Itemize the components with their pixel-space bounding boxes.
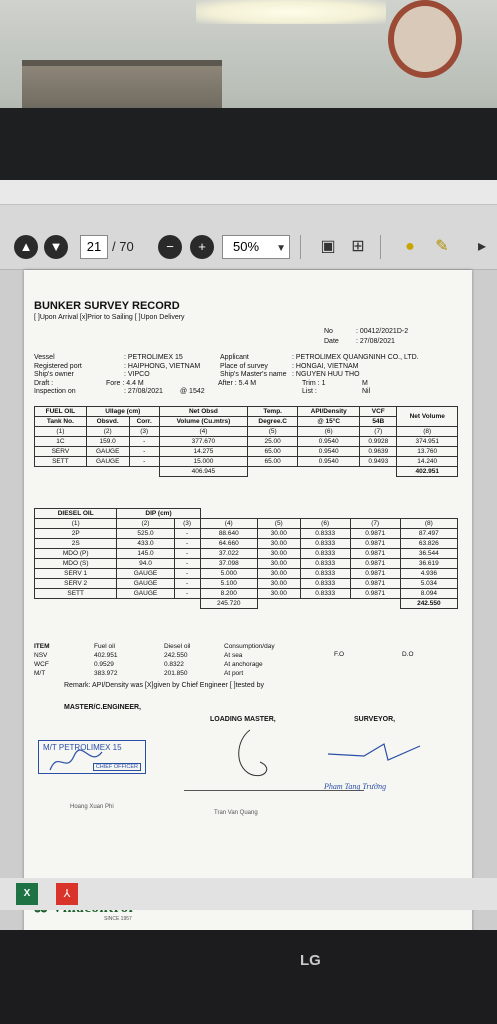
table-cell: 14.275 [159, 447, 247, 457]
zoom-out-icon[interactable]: − [158, 235, 182, 259]
table-cell: GAUGE [117, 589, 174, 599]
trim-unit: M [362, 379, 368, 387]
remark-line: Remark: API/Density was [X]given by Chief Engineer [ ]tested by [64, 682, 264, 689]
applicant-info [220, 354, 419, 397]
table-cell: (3) [174, 519, 200, 529]
table-header: Obsvd. [86, 417, 129, 427]
master-name: Hoang Xuan Phi [70, 804, 114, 810]
table-cell: - [174, 589, 200, 599]
table-cell: 0.8333 [300, 549, 350, 559]
table-cell: 0.9639 [360, 447, 397, 457]
table-cell: 64.660 [200, 539, 257, 549]
summary-block [34, 642, 458, 682]
trim-value: Trim : 1 [302, 379, 326, 387]
table-cell: 13.760 [397, 447, 458, 457]
table-column-number-row [35, 427, 458, 437]
registered-port-label: Registered port [34, 362, 82, 370]
table-cell: (6) [300, 519, 350, 529]
table-cell: 0.9928 [360, 437, 397, 447]
table-cell: 525.0 [117, 529, 174, 539]
diesel-oil-table [34, 508, 458, 609]
table-cell: 0.9871 [350, 529, 400, 539]
record-number-label: No [324, 328, 333, 335]
list-label: List : [302, 388, 317, 395]
diesel-total-net: 242.550 [400, 599, 457, 609]
table-cell: 30.00 [257, 569, 300, 579]
table-cell: 87.497 [400, 529, 457, 539]
table-total-row [35, 467, 458, 477]
table-cell: SETT [35, 589, 117, 599]
table-cell: 30.00 [257, 559, 300, 569]
table-header: Volume (Cu.mtrs) [159, 417, 247, 427]
loading-master-signature [220, 726, 290, 786]
table-row [35, 447, 458, 457]
table-cell: 15.000 [159, 457, 247, 467]
table-cell: 0.8333 [300, 579, 350, 589]
sidebar-toggle-icon[interactable]: ▸ [477, 238, 487, 255]
table-cell: (8) [397, 427, 458, 437]
table-cell: 0.8333 [300, 569, 350, 579]
table-cell: 30.00 [257, 549, 300, 559]
table-cell: 8.200 [200, 589, 257, 599]
toolbar-divider [300, 235, 301, 259]
table-cell: 0.8333 [300, 559, 350, 569]
ceiling-light [196, 0, 386, 24]
table-cell: 30.00 [257, 589, 300, 599]
draft-after-value: After : 5.4 M [218, 379, 257, 387]
draft-label: Draft : [34, 379, 54, 387]
table-cell: MDO (P) [35, 549, 117, 559]
table-cell: - [129, 437, 159, 447]
table-cell: 374.951 [397, 437, 458, 447]
inspection-time: @ 1542 [180, 388, 205, 395]
surveyor-signature [324, 736, 424, 766]
table-cell: 37.098 [200, 559, 257, 569]
vessel-label: Vessel [34, 354, 55, 361]
summary-value: 402.951 [94, 652, 118, 659]
master-name-value: : NGUYEN HUU THO [292, 371, 360, 378]
table-row [35, 579, 458, 589]
summary-value: 383.972 [94, 670, 118, 677]
highlight-icon[interactable]: ✎ [435, 238, 449, 255]
table-cell: 36.544 [400, 549, 457, 559]
toolbar-divider [380, 235, 381, 259]
pdf-icon[interactable]: ⅄ [56, 883, 78, 905]
table-header: Corr. [129, 417, 159, 427]
table-cell: 0.9540 [298, 457, 360, 467]
place-value: : HONGAI, VIETNAM [292, 362, 359, 370]
applicant-value: : PETROLIMEX QUANGNINH CO., LTD. [292, 354, 419, 361]
table-cell: 0.8333 [300, 589, 350, 599]
monitor-screen [0, 180, 497, 930]
table-header: Net Obsd [159, 407, 247, 417]
table-cell: 0.9540 [298, 437, 360, 447]
ship-owner-label: Ship's owner [34, 371, 74, 378]
stamp-text: M/T PETROLIMEX 15 [43, 743, 122, 752]
table-cell: - [174, 579, 200, 589]
summary-value: 0.9529 [94, 661, 114, 668]
record-date [324, 338, 395, 345]
summary-fuel-column [94, 642, 118, 678]
table-cell: 0.9871 [350, 579, 400, 589]
table-header: Degree.C [247, 417, 297, 427]
arrow-up-icon[interactable]: ▲ [14, 235, 38, 259]
summary-diesel-column [164, 642, 190, 678]
brand-since: SINCE 1957 [104, 916, 132, 922]
table-header: @ 15°C [298, 417, 360, 427]
summary-value: 201.850 [164, 670, 188, 677]
draft-fore-value: Fore : 4.4 M [106, 379, 144, 387]
table-cell: - [174, 559, 200, 569]
table-cell: (4) [200, 519, 257, 529]
summary-value: At port [224, 670, 244, 677]
table-cell: GAUGE [117, 569, 174, 579]
excel-icon[interactable]: X [16, 883, 38, 905]
monitor-bezel-top [0, 108, 497, 180]
inspection-value: : 27/08/2021 [124, 388, 163, 395]
fuel-oil-table [34, 406, 458, 477]
fo-label: F.O [334, 651, 345, 658]
table-cell: - [129, 447, 159, 457]
do-label: D.O [402, 651, 414, 658]
table-row [35, 539, 458, 549]
table-cell: 0.9871 [350, 569, 400, 579]
table-row [35, 457, 458, 467]
master-signature [46, 744, 106, 778]
room-window [22, 60, 222, 110]
table-row [35, 437, 458, 447]
table-header: VCF [360, 407, 397, 417]
record-date-value: : 27/08/2021 [355, 338, 395, 345]
table-cell: 30.00 [257, 539, 300, 549]
table-cell: SERV 2 [35, 579, 117, 589]
record-number-value: : 00412/2021D-2 [355, 328, 409, 335]
comment-icon[interactable]: ● [405, 238, 415, 255]
pdf-toolbar [0, 204, 497, 270]
table-header: DIESEL OIL [35, 509, 117, 519]
table-cell: 37.022 [200, 549, 257, 559]
table-header: Tank No. [35, 417, 87, 427]
summary-label: NSV [34, 652, 48, 659]
table-cell: GAUGE [86, 447, 129, 457]
table-cell: 0.9540 [298, 447, 360, 457]
table-cell: 63.826 [400, 539, 457, 549]
table-cell: - [174, 569, 200, 579]
summary-value: Consumption/day [224, 643, 275, 650]
table-cell: 30.00 [257, 579, 300, 589]
table-header: DIP (cm) [117, 509, 200, 519]
surveyor-name: Pham Tang Trường [324, 782, 387, 791]
summary-value: Fuel oil [94, 643, 115, 650]
table-cell: (4) [159, 427, 247, 437]
table-cell: 5.034 [400, 579, 457, 589]
page-total: / 70 [112, 239, 134, 254]
summary-consumption-column [224, 642, 275, 678]
table-cell: 5.100 [200, 579, 257, 589]
table-row [35, 569, 458, 579]
table-total-row [35, 599, 458, 609]
table-cell: 0.9871 [350, 549, 400, 559]
summary-value: 242.550 [164, 652, 188, 659]
surveyor-label: SURVEYOR, [354, 716, 396, 723]
summary-label: WCF [34, 661, 49, 668]
vessel-value: : PETROLIMEX 15 [124, 354, 183, 361]
table-cell: 8.094 [400, 589, 457, 599]
list-value: Nil [362, 388, 371, 395]
table-row [35, 589, 458, 599]
table-cell: (2) [86, 427, 129, 437]
table-header: 54B [360, 417, 397, 427]
master-name-label: Ship's Master's name [220, 371, 287, 378]
summary-value: At anchorage [224, 661, 263, 668]
table-subheader-row [35, 417, 458, 427]
table-cell: 30.00 [257, 529, 300, 539]
chevron-down-icon: ▼ [276, 243, 286, 254]
table-cell: GAUGE [86, 457, 129, 467]
table-cell: 145.0 [117, 549, 174, 559]
table-cell: SERV 1 [35, 569, 117, 579]
summary-value: 0.8322 [164, 661, 184, 668]
table-cell: 2S [35, 539, 117, 549]
table-cell: SETT [35, 457, 87, 467]
table-header-row [35, 509, 458, 519]
table-cell: 159.0 [86, 437, 129, 447]
table-column-number-row [35, 519, 458, 529]
applicant-label: Applicant [220, 354, 249, 361]
table-row [35, 549, 458, 559]
loading-master-label: LOADING MASTER, [210, 716, 276, 723]
table-cell: 1C [35, 437, 87, 447]
taskbar [0, 878, 497, 910]
table-cell: 65.00 [247, 457, 297, 467]
table-header: Ullage (cm) [86, 407, 159, 417]
table-cell: (3) [129, 427, 159, 437]
table-cell: 0.8333 [300, 529, 350, 539]
table-cell: (7) [360, 427, 397, 437]
table-row [35, 559, 458, 569]
stamp-chief-officer: CHIEF OFFICER [93, 763, 141, 771]
table-cell: 36.619 [400, 559, 457, 569]
table-cell: - [174, 549, 200, 559]
summary-item-column [34, 642, 50, 678]
table-cell: 377.670 [159, 437, 247, 447]
table-cell: (1) [35, 427, 87, 437]
table-cell: (8) [400, 519, 457, 529]
table-cell: 0.9871 [350, 559, 400, 569]
ship-owner-value: : VIPCO [124, 371, 150, 378]
monitor-bezel-bottom [0, 930, 497, 1024]
arrow-down-icon[interactable]: ▼ [44, 235, 68, 259]
inspection-label: Inspection on [34, 388, 76, 395]
table-header: Net Volume [397, 407, 458, 427]
fuel-total-net: 402.951 [397, 467, 458, 477]
table-cell: - [129, 457, 159, 467]
table-row [35, 529, 458, 539]
fuel-total-obsd: 406.945 [159, 467, 247, 477]
table-cell: 4.936 [400, 569, 457, 579]
table-cell: (5) [247, 427, 297, 437]
table-cell: GAUGE [117, 579, 174, 589]
zoom-select[interactable] [222, 235, 290, 259]
table-cell: 0.9493 [360, 457, 397, 467]
table-cell: (7) [350, 519, 400, 529]
table-cell: (2) [117, 519, 174, 529]
table-cell: 14.240 [397, 457, 458, 467]
master-engineer-label: MASTER/C.ENGINEER, [64, 704, 142, 711]
table-cell: - [174, 539, 200, 549]
summary-label: M/T [34, 670, 46, 677]
table-cell: (6) [298, 427, 360, 437]
table-header-row [35, 407, 458, 417]
document-page [24, 270, 472, 930]
record-number [324, 328, 408, 335]
page-number-input[interactable]: 21 [80, 235, 108, 259]
table-cell: 0.9871 [350, 539, 400, 549]
table-header: API/Density [298, 407, 360, 417]
document-title: BUNKER SURVEY RECORD [34, 300, 180, 312]
loading-master-name: Tran Van Quang [214, 810, 258, 816]
table-cell: 433.0 [117, 539, 174, 549]
table-cell: - [174, 529, 200, 539]
table-cell: SERV [35, 447, 87, 457]
table-cell: 65.00 [247, 447, 297, 457]
table-cell: MDO (S) [35, 559, 117, 569]
table-cell: (5) [257, 519, 300, 529]
record-date-label: Date [324, 338, 339, 345]
table-cell: 25.00 [247, 437, 297, 447]
table-cell: 94.0 [117, 559, 174, 569]
table-header: FUEL OIL [35, 407, 87, 417]
table-header: Temp. [247, 407, 297, 417]
summary-value: Diesel oil [164, 643, 191, 650]
table-cell: (1) [35, 519, 117, 529]
diesel-total-obsd: 245.720 [200, 599, 257, 609]
table-cell: 5.000 [200, 569, 257, 579]
registered-port-value: : HAIPHONG, VIETNAM [124, 362, 201, 370]
zoom-value: 50% [233, 239, 260, 254]
monitor-brand-logo: LG [300, 952, 321, 969]
fit-width-icon[interactable]: ⊞ [351, 238, 365, 255]
summary-value: At sea [224, 652, 243, 659]
place-label: Place of survey [220, 362, 268, 370]
survey-type: [ ]Upon Arrival [x]Prior to Sailing [ ]Upon Delivery [34, 314, 185, 321]
fit-page-icon[interactable]: ▣ [320, 238, 336, 255]
wall-clock [388, 0, 462, 78]
summary-label: ITEM [34, 643, 50, 650]
table-cell: 0.9871 [350, 589, 400, 599]
table-cell: 88.640 [200, 529, 257, 539]
table-cell: 0.8333 [300, 539, 350, 549]
zoom-in-icon[interactable]: + [190, 235, 214, 259]
table-cell: 2P [35, 529, 117, 539]
